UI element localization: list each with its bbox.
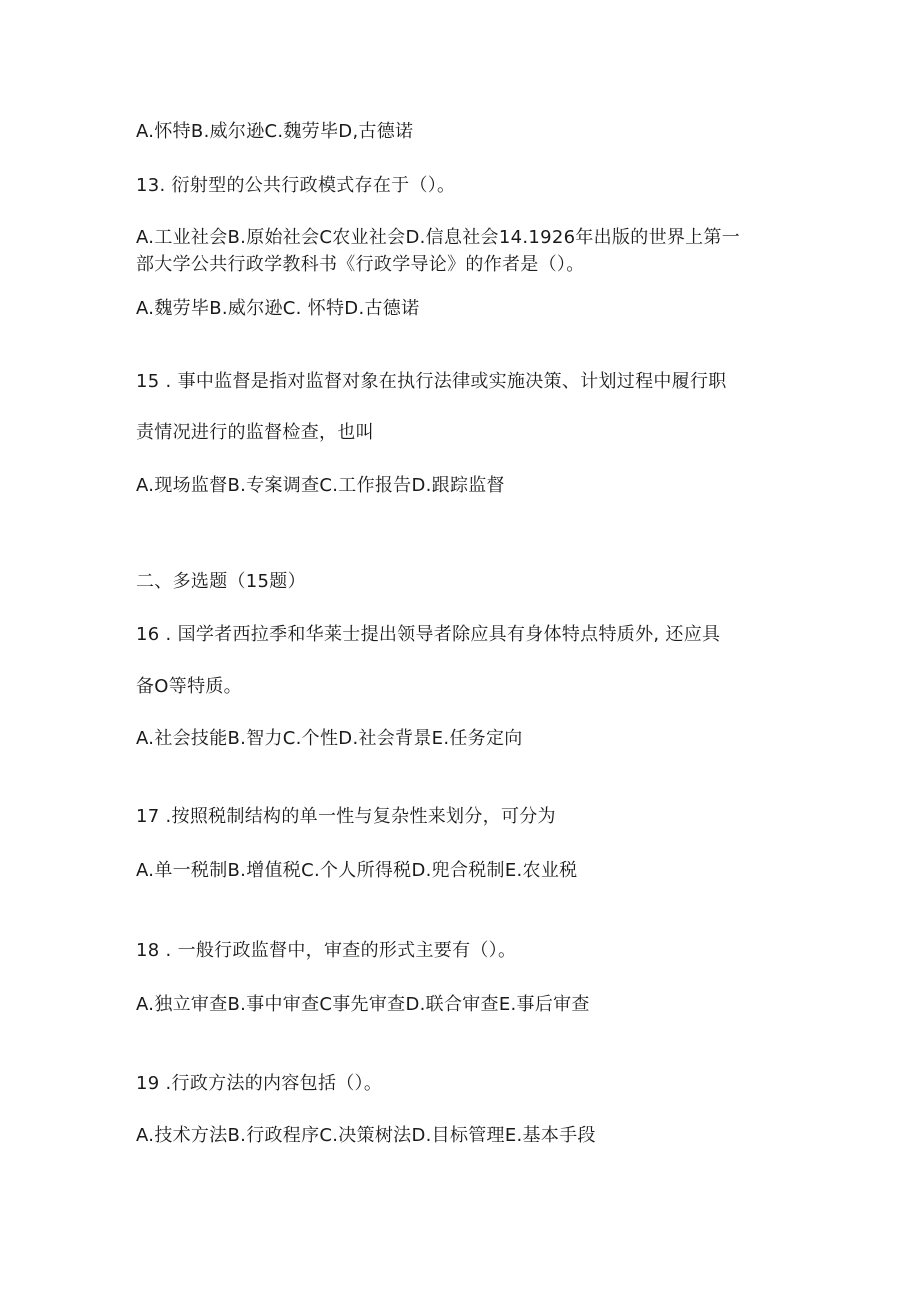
q16-question-line2: 备O等特质。: [136, 676, 242, 697]
q15-question-line2: 责情况进行的监督检查，也叫: [136, 422, 374, 443]
q14-options: A.魏劳毕B.威尔逊C. 怀特D.古德诺: [136, 298, 420, 319]
q14-question-line2: 部大学公共行政学教科书《行政学导论》的作者是（）。: [136, 254, 585, 275]
q19-question: 19 .行政方法的内容包括（）。: [136, 1073, 383, 1094]
q17-question: 17 .按照税制结构的单一性与复杂性来划分，可分为: [136, 806, 556, 827]
q13-options-q14-question-line1: A.工业社会B.原始社会C农业社会D.信息社会14.1926年出版的世界上第一: [136, 227, 741, 248]
q13-question: 13. 衍射型的公共行政模式存在于（）。: [136, 175, 456, 196]
q12-options: A.怀特B.威尔逊C.魏劳毕D,古德诺: [136, 121, 414, 142]
section-heading-multiple-choice: 二、多选题（15题）: [136, 571, 306, 592]
q15-question-line1: 15 . 事中监督是指对监督对象在执行法律或实施决策、计划过程中履行职: [136, 371, 727, 392]
q16-options: A.社会技能B.智力C.个性D.社会背景E.任务定向: [136, 728, 523, 749]
q15-options: A.现场监督B.专案调查C.工作报告D.跟踪监督: [136, 475, 505, 496]
q18-question: 18 . 一般行政监督中，审查的形式主要有（）。: [136, 940, 517, 961]
q18-options: A.独立审查B.事中审查C事先审查D.联合审查E.事后审查: [136, 994, 590, 1015]
q17-options: A.单一税制B.增值税C.个人所得税D.兜合税制E.农业税: [136, 860, 578, 881]
q16-question-line1: 16 . 国学者西拉季和华莱士提出领导者除应具有身体特点特质外, 还应具: [136, 624, 721, 645]
q19-options: A.技术方法B.行政程序C.决策树法D.目标管理E.基本手段: [136, 1125, 596, 1146]
